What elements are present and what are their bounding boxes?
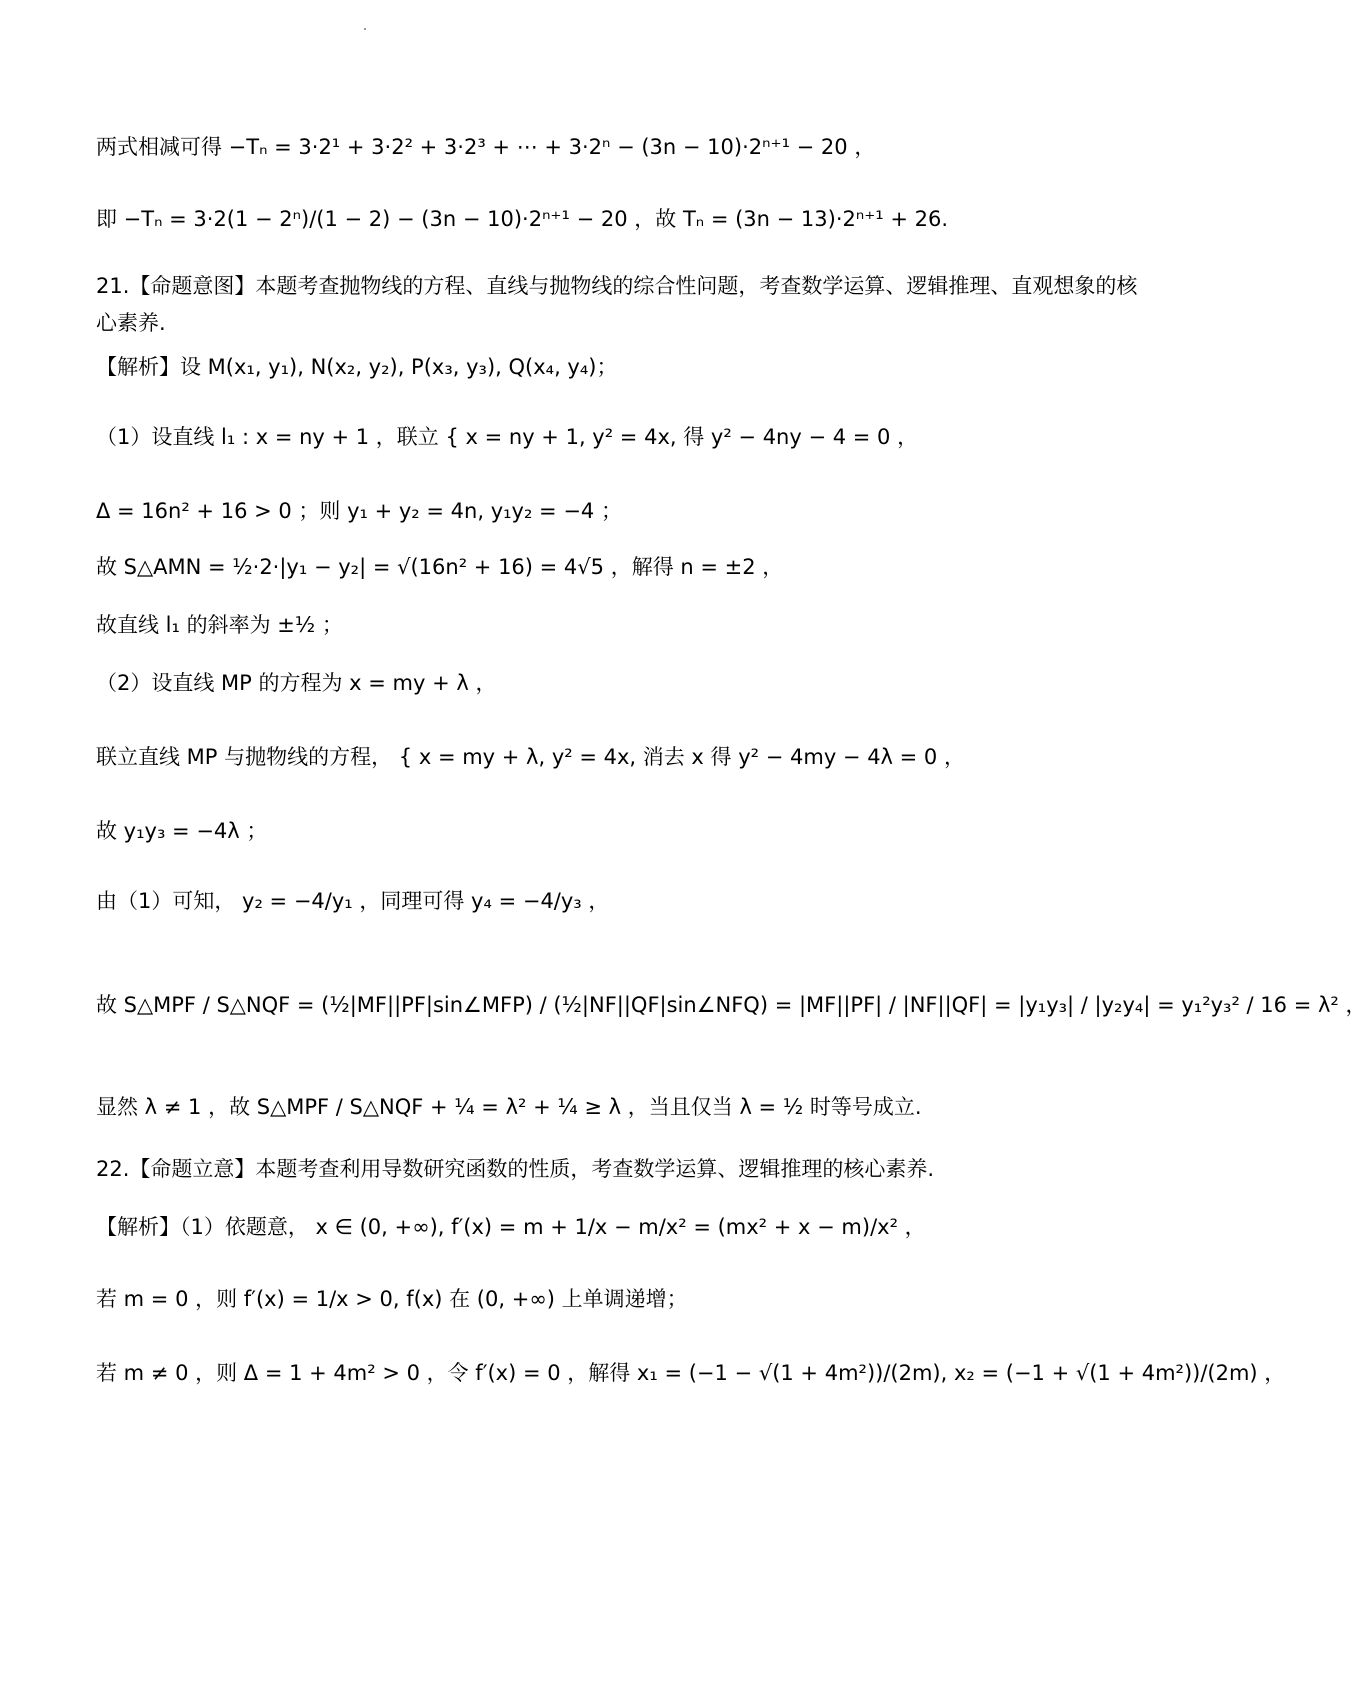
p21-part1-line3: 故 S△AMN = ½·2·|y₁ − y₂| = √(16n² + 16) = 4√5 ，解得 n = ±2 ， [96, 555, 784, 579]
p22-part1-line3: 若 m ≠ 0 ，则 Δ = 1 + 4m² > 0 ，令 f′(x) = 0 ，解得 x₁ = (−1 − √(1 + 4m²))/(2m), x₂ = (−1 + √(1 + 4m²))/(2m) ， [96, 1361, 1286, 1385]
p21-intent: 21.【命题意图】本题考查抛物线的方程、直线与抛物线的综合性问题，考查数学运算、逻辑推理、直观想象的核心素养. [96, 274, 1138, 335]
p21-part2-line4: 由（1）可知， y₂ = −4/y₁ ，同理可得 y₄ = −4/y₃ ， [96, 889, 610, 913]
p21-part2-line6: 显然 λ ≠ 1 ，故 S△MPF / S△NQF + ¼ = λ² + ¼ ≥ λ ，当且仅当 λ = ½ 时等号成立. [96, 1095, 922, 1119]
p20-result-line: 即 −Tₙ = 3·2(1 − 2ⁿ)/(1 − 2) − (3n − 10)·2ⁿ⁺¹ − 20 ，故 Tₙ = (3n − 13)·2ⁿ⁺¹ + 26. [96, 207, 949, 231]
p21-part2-line2: 联立直线 MP 与抛物线的方程， { x = my + λ, y² = 4x, 消去 x 得 y² − 4my − 4λ = 0 ， [96, 745, 965, 769]
p22-part1-line2: 若 m = 0 ，则 f′(x) = 1/x > 0, f(x) 在 (0, +∞) 上单调递增； [96, 1287, 688, 1311]
p21-part1-line4: 故直线 l₁ 的斜率为 ±½ ； [96, 613, 343, 637]
p21-analysis-intro: 【解析】设 M(x₁, y₁), N(x₂, y₂), P(x₃, y₃), Q(x₄, y₄)； [96, 355, 618, 379]
scan-speck [364, 28, 366, 30]
p22-intent: 22.【命题立意】本题考查利用导数研究函数的性质，考查数学运算、逻辑推理的核心素养. [96, 1157, 935, 1181]
p21-part2-line3: 故 y₁y₃ = −4λ ； [96, 819, 268, 843]
p21-part1-line1: （1）设直线 l₁ : x = ny + 1 ，联立 { x = ny + 1, y² = 4x, 得 y² − 4ny − 4 = 0 ， [96, 425, 919, 449]
p21-part1-line2: Δ = 16n² + 16 > 0 ；则 y₁ + y₂ = 4n, y₁y₂ = −4 ； [96, 499, 622, 523]
p20-subtract-line: 两式相减可得 −Tₙ = 3·2¹ + 3·2² + 3·2³ + ⋯ + 3·2ⁿ − (3n − 10)·2ⁿ⁺¹ − 20 ， [96, 135, 876, 159]
p21-part2-line1: （2）设直线 MP 的方程为 x = my + λ ， [96, 671, 497, 695]
p21-part2-line5: 故 S△MPF / S△NQF = (½|MF||PF|sin∠MFP) / (½|NF||QF|sin∠NFQ) = |MF||PF| / |NF||QF| = |y₁y₃| / |y₂y₄| = y₁²y₃² / 16 = λ² ， [96, 993, 1367, 1017]
p22-part1-line1: 【解析】（1）依题意， x ∈ (0, +∞), f′(x) = m + 1/x − m/x² = (mx² + x − m)/x² ， [96, 1215, 926, 1239]
